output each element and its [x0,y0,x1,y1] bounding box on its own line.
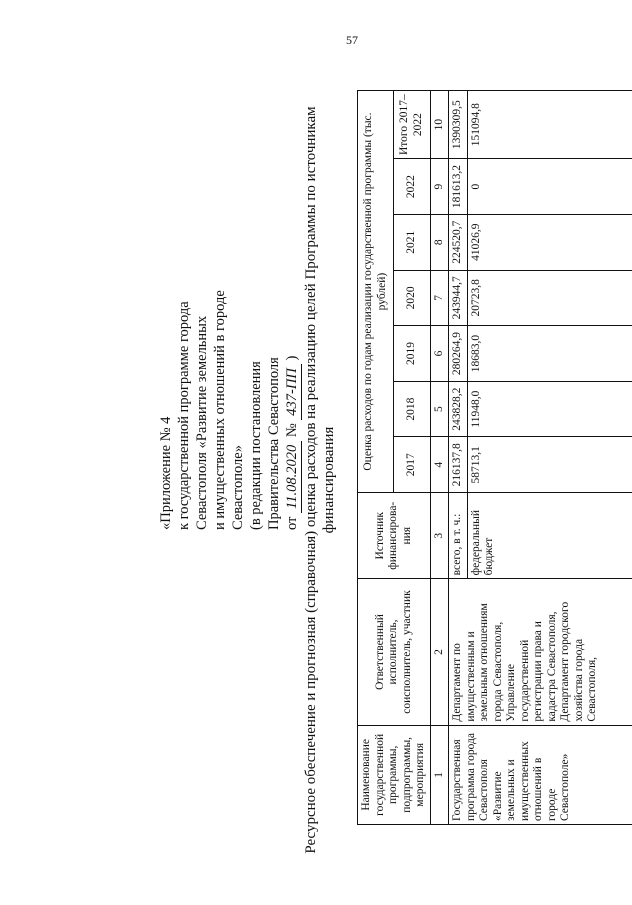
appendix-line: и имущественных отношений в городе [212,290,228,530]
column-number: 8 [430,214,449,270]
appendix-line: (в редакции постановления [248,361,264,530]
value-cell: 11948,0 [467,381,632,437]
date-prefix: от [284,516,300,530]
table-row-total [449,91,468,825]
total-cell: 1390309,5 [449,91,468,159]
value-cell: 181613,2 [449,159,468,215]
header-year: 2021 [394,214,430,270]
total-cell: 151094,8 [467,91,632,159]
appendix-date-line [283,170,302,530]
appendix-line: Правительства Севастополя [266,357,282,530]
column-number: 4 [430,437,449,493]
source-cell: федеральный бюджет [467,493,632,579]
header-program-name: Наименование государственной программы, подпрограммы, мероприятия [358,725,431,824]
header-year: 2018 [394,381,430,437]
appendix-line: к государственной программе города [176,301,192,530]
page-number: 57 [346,33,358,47]
document-title [302,75,338,885]
value-cell: 280264,9 [449,326,468,382]
rotated-page-content [157,75,598,885]
executors-cell: Департамент по имущественным и земельным отношениям города Севастополя, Управление государственной регистрации права и кадастра Севастополя, Департамент городского хозяйства города Севастополя, [449,579,632,725]
header-funding-source: Источник финансирова-ния [358,493,431,579]
column-number: 7 [430,270,449,326]
header-year: 2020 [394,270,430,326]
appendix-line: Севастополе» [230,445,246,530]
value-cell: 243828,2 [449,381,468,437]
value-cell: 0 [467,159,632,215]
header-year: 2017 [394,437,430,493]
title-line: Ресурсное обеспечение и прогнозная (справочная) оценка расходов на реализацию целей Программы по источникам [303,106,319,854]
header-total: Итого 2017–2022 [394,91,430,159]
header-row [358,91,394,825]
appendix-line: «Приложение № 4 [158,416,174,530]
handwritten-date: 11.08.2020 [283,441,302,513]
handwritten-number: 437-ПП [283,364,302,420]
header-expense-estimate: Оценка расходов по годам реализации государственной программы (тыс. рублей) [358,91,394,493]
value-cell: 20723,8 [467,270,632,326]
value-cell: 216137,8 [449,437,468,493]
column-number: 1 [430,725,449,824]
value-cell: 58713,1 [467,437,632,493]
program-name-cell: Государственная программа города Севастополя «Развитие земельных и имущественных отношений в городе Севастополе» [449,725,632,824]
header-year: 2022 [394,159,430,215]
closing-paren: ) [284,355,300,361]
header-year: 2019 [394,326,430,382]
title-line: финансирования [321,426,337,534]
column-number-row [430,91,449,825]
column-number: 6 [430,326,449,382]
column-number: 5 [430,381,449,437]
column-number: 3 [430,493,449,579]
value-cell: 18683,0 [467,326,632,382]
value-cell: 224520,7 [449,214,468,270]
number-prefix: № [284,423,300,438]
resource-table [357,90,632,825]
appendix-header [157,170,302,530]
column-number: 10 [430,91,449,159]
source-cell: всего, в т. ч.: [449,493,468,579]
header-executor: Ответственный исполнитель, соисполнитель, участник [358,579,431,725]
appendix-line: Севастополя «Развитие земельных [194,315,210,530]
column-number: 9 [430,159,449,215]
value-cell: 41026,9 [467,214,632,270]
value-cell: 243944,7 [449,270,468,326]
column-number: 2 [430,579,449,725]
